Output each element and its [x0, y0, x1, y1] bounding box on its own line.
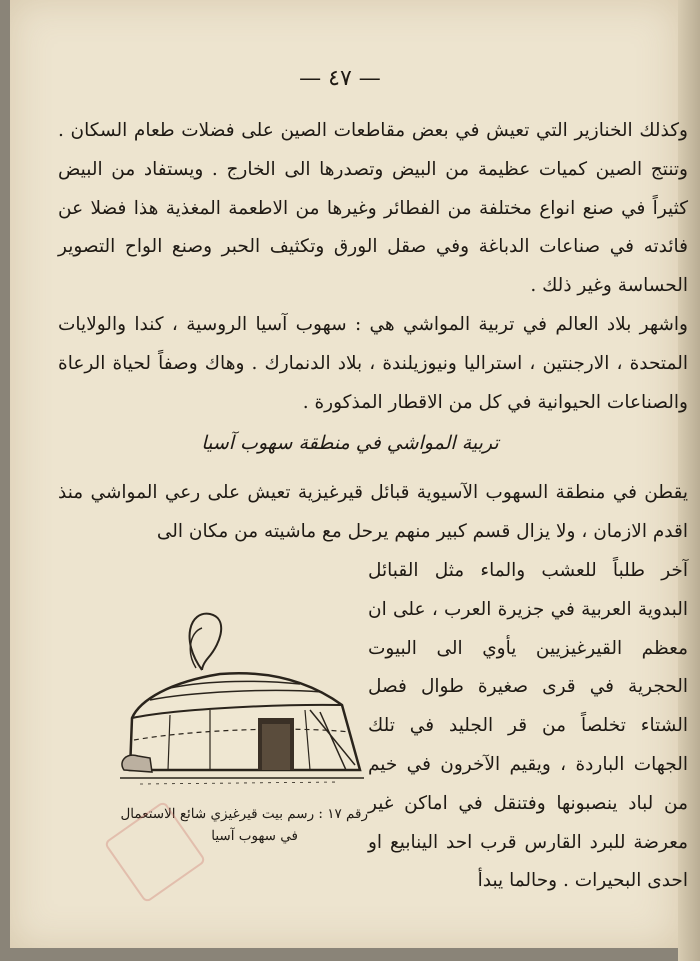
figure-caption-line1: رقم ١٧ : رسم بيت قيرغيزي شائع الاستعمال [120, 806, 368, 822]
section-heading: تربية المواشي في منطقة سهوب آسيا [201, 432, 499, 454]
section-intro-text: يقطن في منطقة السهوب الآسيوية قبائل قيرغيزية تعيش على رعي المواشي منذ اقدم الازمان ، ولا يزال قسم كبير منهم يرحل مع ماشيته من مكان الى [58, 482, 688, 542]
yurt-illustration [110, 600, 370, 800]
section-side-text: آخر طلباً للعشب والماء مثل القبائل البدوية العربية في جزيرة العرب ، على ان معظم القيرغيزيين يأوي الى البيوت الحجرية في قرى صغيرة طوال فصل الشتاء تخلصاً من قر الجليد في تلك الجهات الباردة ، ويقيم الآخرون في خيم من لباد ينصبونها وفتنقل في اماكن غير معرضة للبرد القارس قرب احد الينابيع او احدى البحيرات . وحالما يبدأ [368, 560, 688, 892]
yurt-drawing [110, 600, 370, 800]
paragraph-cattle-countries: واشهر بلاد العالم في تربية المواشي هي : سهوب آسيا الروسية ، كندا والولايات المتحدة ، الارجنتين ، استراليا ونيوزيلندة ، بلاد الدنمارك . وهاك وصفاً لحياة الرعاة والصناعات الحيوانية في كل من الاقطار المذكورة . [58, 313, 688, 413]
page-number: — ٤٧ — [299, 66, 381, 91]
figure-caption-line2: في سهوب آسيا [211, 828, 298, 844]
paragraph-pigs-eggs: وكذلك الخنازير التي تعيش في بعض مقاطعات الصين على فضلات طعام السكان . وتنتج الصين كميات عظيمة من البيض وتصدرها الى الخارج . ويستفاد من البيض كثيراً في صنع انواع مختلفة من الفطائر وغيرها من الاطعمة المغذية هذا فضلا عن فائدته في صناعات الدباغة وفي صقل الورق وتكثيف الحبر وصنع الواح التصوير الحساسة وغير ذلك . [58, 120, 688, 297]
body-text [58, 112, 688, 422]
